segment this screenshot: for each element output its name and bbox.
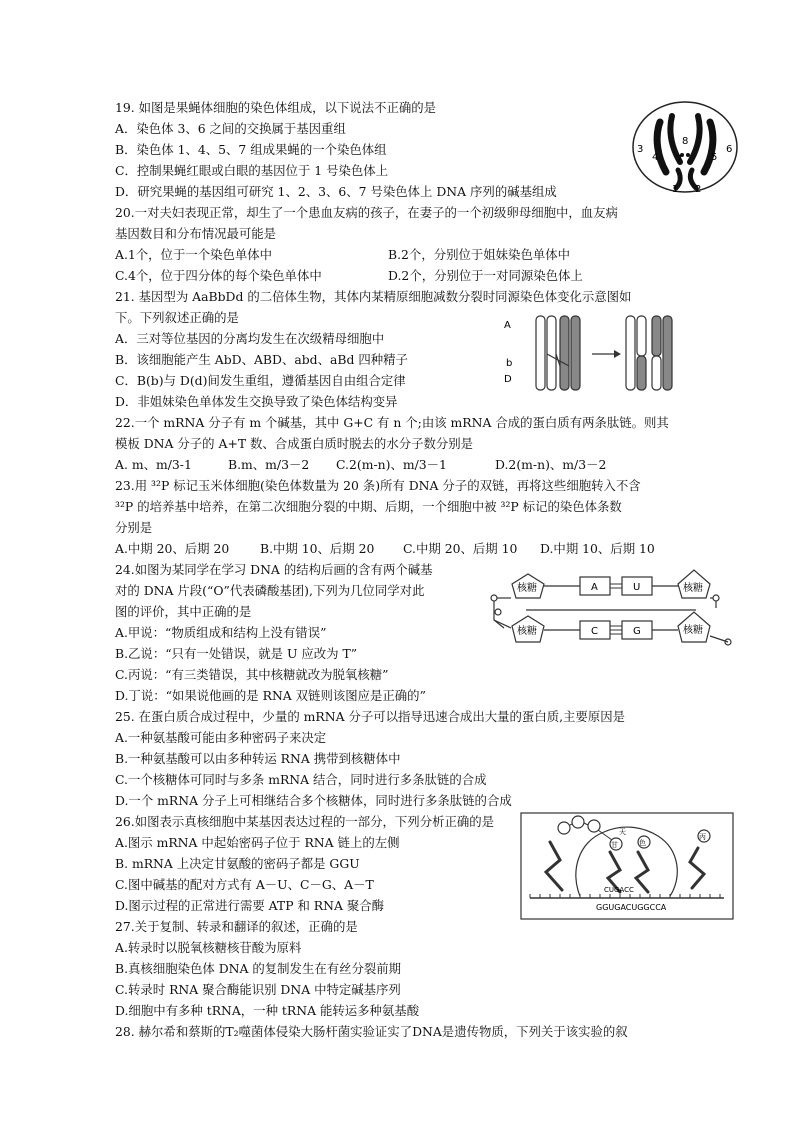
q25-stem: 25. 在蛋白质合成过程中，少量的 mRNA 分子可以指导迅速合成出大量的蛋白质,主要原因是 <box>115 709 625 724</box>
q27-option-c: C.转录时 RNA 聚合酶能识别 DNA 中特定碱基序列 <box>115 982 401 997</box>
q23-option-a: A.中期 20、后期 20 <box>115 541 230 556</box>
q26-mrna-label: GGUGACUGGCCA <box>596 903 667 912</box>
q23-option-b: B.中期 10、后期 20 <box>260 541 375 556</box>
q20-option-b: B.2个，分别位于姐妹染色单体中 <box>388 247 571 262</box>
q28-stem: 28. 赫尔希和蔡斯的T₂噬菌体侵染大肠杆菌实验证实了DNA是遗传物质，下列关于该实验的叙 <box>115 1024 628 1039</box>
q19-label-1: 1 <box>672 184 679 195</box>
q19-stem: 19. 如图是果蝇体细胞的染色体组成，以下说法不正确的是 <box>115 100 437 115</box>
q24-option-c: C.丙说：“有三类错误，其中核糖就改为脱氧核糖” <box>115 667 389 682</box>
q19-option-a: A．染色体 3、6 之间的交换属于基因重组 <box>115 121 346 136</box>
q22-option-d: D.2(m-n)、m/3－2 <box>495 457 607 472</box>
q26-anticodon-label: CUGACC <box>604 886 634 894</box>
q19-label-6: 6 <box>726 144 733 155</box>
q25-option-b: B.一种氨基酸可以由多种转运 RNA 携带到核糖体中 <box>115 751 401 766</box>
q21-option-a: A．三对等位基因的分离均发生在次级精母细胞中 <box>115 331 385 346</box>
q22-stem-line-2: 模板 DNA 分子的 A+T 数、合成蛋白质时脱去的水分子数分别是 <box>115 436 474 451</box>
q26-option-d: D.图示过程的正常进行需要 ATP 和 RNA 聚合酶 <box>115 898 385 913</box>
q24-sugar-label-top-right: 核糖 <box>683 583 703 594</box>
q23-stem-line-1: 23.用 ³²P 标记玉米体细胞(染色体数量为 20 条)所有 DNA 分子的双链，再将这些细胞转入不含 <box>115 478 641 493</box>
q26-amino-tian: 天 <box>619 828 626 836</box>
q23-option-c: C.中期 20、后期 10 <box>403 541 518 556</box>
q19-label-7: 7 <box>676 154 683 165</box>
q21-option-b: B．该细胞能产生 AbD、ABD、abd、aBd 四种精子 <box>115 352 408 367</box>
q19-option-c: C．控制果蝇红眼或白眼的基因位于 1 号染色体上 <box>115 163 389 178</box>
q21-option-c: C．B(b)与 D(d)间发生重组，遵循基因自由组合定律 <box>115 373 406 388</box>
q24-option-b: B.乙说：“只有一处错误，就是 U 应改为 T” <box>115 646 358 661</box>
q20-option-d: D.2个，分别位于一对同源染色体上 <box>388 268 583 283</box>
q24-dna-figure <box>484 560 744 655</box>
q24-base-u: U <box>633 582 641 593</box>
q23-stem-line-3: 分别是 <box>115 520 153 535</box>
q27-option-d: D.细胞中有多种 tRNA，一种 tRNA 能转运多种氨基酸 <box>115 1003 420 1018</box>
q22-option-b: B.m、m/3－2 <box>228 457 310 472</box>
q20-stem-line-1: 20.一对夫妇表现正常，却生了一个患血友病的孩子，在妻子的一个初级卵母细胞中，血友病 <box>115 205 618 220</box>
q19-label-8: 8 <box>682 136 689 147</box>
q24-sugar-label-bottom-left: 核糖 <box>517 626 537 637</box>
q21-stem-line-2: 下。下列叙述正确的是 <box>115 310 239 325</box>
q19-option-b: B．染色体 1、4、5、7 组成果蝇的一个染色体组 <box>115 142 387 157</box>
q24-stem-line-3: 图的评价，其中正确的是 <box>115 604 252 619</box>
q24-sugar-label-top-left: 核糖 <box>517 583 537 594</box>
q26-option-c: C.图中碱基的配对方式有 A－U、C－G、A－T <box>115 877 374 892</box>
q23-option-d: D.中期 10、后期 10 <box>540 541 655 556</box>
q21-option-d: D．非姐妹染色单体发生交换导致了染色体结构变异 <box>115 394 398 409</box>
q27-option-a: A.转录时以脱氧核糖核苷酸为原料 <box>115 940 302 955</box>
q24-base-c: C <box>591 626 598 637</box>
q24-option-d: D.丁说：“如果说他画的是 RNA 双链则该图应是正确的” <box>115 688 426 703</box>
q26-translation-figure <box>520 812 734 920</box>
q23-stem-line-2: ³²P 的培养基中培养，在第二次细胞分裂的中期、后期，一个细胞中被 ³²P 标记的染色体条数 <box>115 499 622 514</box>
q24-option-a: A.甲说：“物质组成和结构上没有错误” <box>115 625 327 640</box>
q25-option-a: A.一种氨基酸可能由多种密码子来决定 <box>115 730 327 745</box>
q19-chromosome-figure <box>630 100 740 195</box>
q25-option-d: D.一个 mRNA 分子上可相继结合多个核糖体，同时进行多条肽链的合成 <box>115 793 512 808</box>
q24-stem-line-2: 对的 DNA 片段(“O”代表磷酸基团),下列为几位同学对此 <box>115 583 425 598</box>
q19-label-2: 2 <box>695 184 702 195</box>
q24-sugar-label-bottom-right: 核糖 <box>683 625 703 636</box>
q21-label-b: b <box>506 358 513 369</box>
q24-stem-line-1: 24.如图为某同学在学习 DNA 的结构后画的含有两个碱基 <box>115 562 433 577</box>
q21-label-d: D <box>504 374 512 385</box>
q21-stem-line-1: 21. 基因型为 AaBbDd 的二倍体生物，其体内某精原细胞减数分裂时同源染色体变化示意图如 <box>115 289 632 304</box>
q26-stem: 26.如图表示真核细胞中某基因表达过程的一部分，下列分析正确的是 <box>115 814 495 829</box>
q19-option-d: D．研究果蝇的基因组可研究 1、2、3、6、7 号染色体上 DNA 序列的碱基组成 <box>115 184 557 199</box>
q26-amino-bing: 丙 <box>699 833 706 841</box>
q22-option-c: C.2(m-n)、m/3－1 <box>336 457 447 472</box>
q21-label-a: A <box>504 320 511 331</box>
q24-base-g: G <box>633 626 641 637</box>
q21-crossover-figure <box>500 314 680 394</box>
q19-label-3: 3 <box>637 144 644 155</box>
q19-label-5: 5 <box>711 152 718 163</box>
q22-stem-line-1: 22.一个 mRNA 分子有 m 个碱基，其中 G+C 有 n 个;由该 mRNA 合成的蛋白质有两条肽链。则其 <box>115 415 669 430</box>
q19-label-4: 4 <box>652 152 659 163</box>
q24-base-a: A <box>591 582 598 593</box>
q25-option-c: C.一个核糖体可同时与多条 mRNA 结合，同时进行多条肽链的合成 <box>115 772 487 787</box>
q27-stem: 27.关于复制、转录和翻译的叙述，正确的是 <box>115 919 358 934</box>
q20-option-a: A.1个，位于一个染色单体中 <box>115 247 273 262</box>
q26-option-a: A.图示 mRNA 中起始密码子位于 RNA 链上的左侧 <box>115 835 400 850</box>
q20-option-c: C.4个，位于四分体的每个染色单体中 <box>115 268 322 283</box>
q26-amino-se: 色 <box>639 839 646 847</box>
q20-stem-line-2: 基因数目和分布情况最可能是 <box>115 226 277 241</box>
q27-option-b: B.真核细胞染色体 DNA 的复制发生在有丝分裂前期 <box>115 961 402 976</box>
q22-option-a: A. m、m/3-1 <box>115 457 192 472</box>
q26-amino-gan: 甘 <box>611 841 618 849</box>
q26-option-b: B. mRNA 上决定甘氨酸的密码子都是 GGU <box>115 856 360 871</box>
